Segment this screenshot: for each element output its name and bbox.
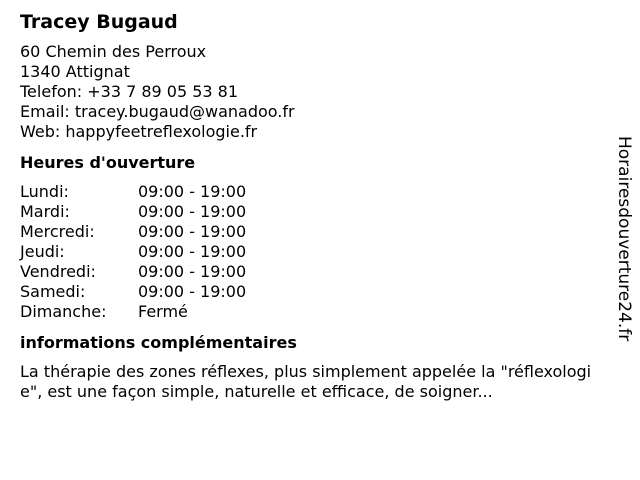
email-line: Email: tracey.bugaud@wanadoo.fr <box>20 102 295 121</box>
hours-row-sunday <box>20 302 600 322</box>
time-value: 09:00 - 19:00 <box>138 222 247 241</box>
hours-title: Heures d'ouverture <box>20 153 196 172</box>
hours-row-monday <box>20 182 600 202</box>
hours-row-friday <box>20 262 600 282</box>
address-city: 1340 Attignat <box>20 62 130 81</box>
time-value: 09:00 - 19:00 <box>138 282 247 301</box>
hours-row-thursday <box>20 242 600 262</box>
web-line: Web: happyfeetreflexologie.fr <box>20 122 258 141</box>
hours-row-wednesday <box>20 222 600 242</box>
time-value: Fermé <box>138 302 188 321</box>
info-title: informations complémentaires <box>20 333 297 352</box>
day-label: Dimanche: <box>20 302 107 321</box>
day-label: Mercredi: <box>20 222 95 241</box>
business-name: Tracey Bugaud <box>20 11 178 33</box>
address-street: 60 Chemin des Perroux <box>20 42 207 61</box>
time-value: 09:00 - 19:00 <box>138 262 247 281</box>
day-label: Jeudi: <box>20 242 65 261</box>
phone-line: Telefon: +33 7 89 05 53 81 <box>20 82 239 101</box>
day-label: Lundi: <box>20 182 69 201</box>
day-label: Vendredi: <box>20 262 96 281</box>
time-value: 09:00 - 19:00 <box>138 242 247 261</box>
site-brand-vertical: Horairesdouverture24.fr <box>614 136 634 342</box>
day-label: Samedi: <box>20 282 86 301</box>
hours-table <box>20 182 600 322</box>
time-value: 09:00 - 19:00 <box>138 202 247 221</box>
hours-row-saturday <box>20 282 600 302</box>
time-value: 09:00 - 19:00 <box>138 182 247 201</box>
info-description: La thérapie des zones réflexes, plus simplement appelée la "réflexologie", est une façon simple, naturelle et efficace, de soigner... <box>20 362 592 401</box>
day-label: Mardi: <box>20 202 70 221</box>
business-card <box>20 10 600 402</box>
hours-row-tuesday <box>20 202 600 222</box>
